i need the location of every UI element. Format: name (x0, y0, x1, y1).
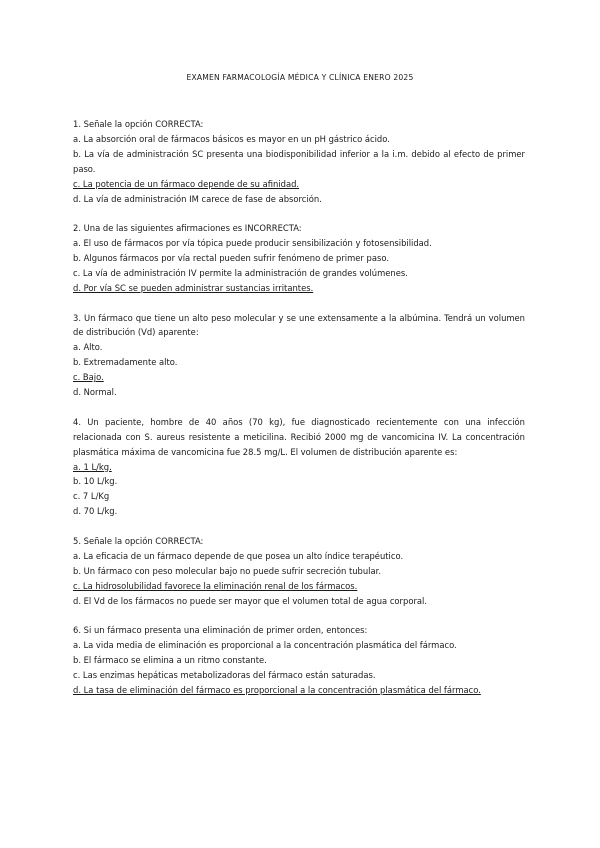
option-a: a. La vida media de eliminación es proporcional a la concentración plasmática del fármaco. (73, 640, 457, 651)
exam-title: EXAMEN FARMACOLOGÍA MÉDICA Y CLÍNICA ENERO 2025 (186, 73, 414, 82)
question-stem: 6. Si un fármaco presenta una eliminación de primer orden, entonces: (73, 625, 368, 636)
option-d-correct-answer: d. La tasa de eliminación del fármaco es proporcional a la concentración plasmática del fármaco. (73, 684, 481, 695)
question-stem: 5. Señale la opción CORRECTA: (73, 535, 204, 546)
option-b: b. Algunos fármacos por vía rectal pueden sufrir fenómeno de primer paso. (73, 253, 389, 264)
question-stem: 4. Un paciente, hombre de 40 años (70 kg), fue diagnosticado recientemente con una infección relacionada con S. aureus resistente a meticilina. Recibió 2000 mg de vancomicina IV. La concentración plasmática máxima de vancomicina fue 28.5 mg/L. El volumen de distribución aparente es: (73, 416, 525, 457)
option-c-correct-answer: c. La hidrosolubilidad favorece la eliminación renal de los fármacos. (73, 580, 358, 591)
question-stem: 3. Un fármaco que tiene un alto peso molecular y se une extensamente a la albúmina. Tendrá un volumen de distribución (Vd) aparente: (73, 312, 525, 338)
option-b: b. La vía de administración SC presenta una biodisponibilidad inferior a la i.m. debido al efecto de primer paso. (73, 148, 525, 174)
question-6 (73, 623, 525, 698)
option-a: a. La eficacia de un fármaco depende de que posea un alto índice terapéutico. (73, 550, 404, 561)
option-d: d. 70 L/kg. (73, 506, 118, 517)
question-4 (73, 415, 525, 519)
option-c-correct-answer: c. Bajo. (73, 372, 104, 383)
question-2 (73, 221, 525, 296)
option-d: d. La vía de administración IM carece de fase de absorción. (73, 193, 322, 204)
option-b: b. 10 L/kg. (73, 476, 118, 487)
question-1 (73, 117, 525, 206)
question-list (73, 117, 525, 713)
option-a-correct-answer: a. 1 L/kg. (73, 461, 112, 472)
option-d-correct-answer: d. Por vía SC se pueden administrar sustancias irritantes. (73, 282, 314, 293)
option-a: a. Alto. (73, 342, 103, 353)
option-c: c. 7 L/Kg (73, 491, 110, 502)
question-stem: 2. Una de las siguientes afirmaciones es INCORRECTA: (73, 223, 302, 234)
option-a: a. La absorción oral de fármacos básicos es mayor en un pH gástrico ácido. (73, 133, 390, 144)
question-stem: 1. Señale la opción CORRECTA: (73, 119, 204, 129)
option-c: c. La vía de administración IV permite la administración de grandes volúmenes. (73, 267, 408, 278)
option-b: b. Extremadamente alto. (73, 357, 178, 368)
option-a: a. El uso de fármacos por vía tópica puede producir sensibilización y fotosensibilidad. (73, 238, 432, 249)
option-b: b. Un fármaco con peso molecular bajo no puede sufrir secreción tubular. (73, 565, 381, 576)
question-3 (73, 311, 525, 400)
option-b: b. El fármaco se elimina a un ritmo constante. (73, 655, 267, 666)
option-c: c. Las enzimas hepáticas metabolizadoras del fármaco están saturadas. (73, 669, 376, 680)
question-5 (73, 534, 525, 609)
option-c-correct-answer: c. La potencia de un fármaco depende de su afinidad. (73, 178, 300, 189)
option-d: d. El Vd de los fármacos no puede ser mayor que el volumen total de agua corporal. (73, 595, 428, 606)
option-d: d. Normal. (73, 387, 117, 398)
